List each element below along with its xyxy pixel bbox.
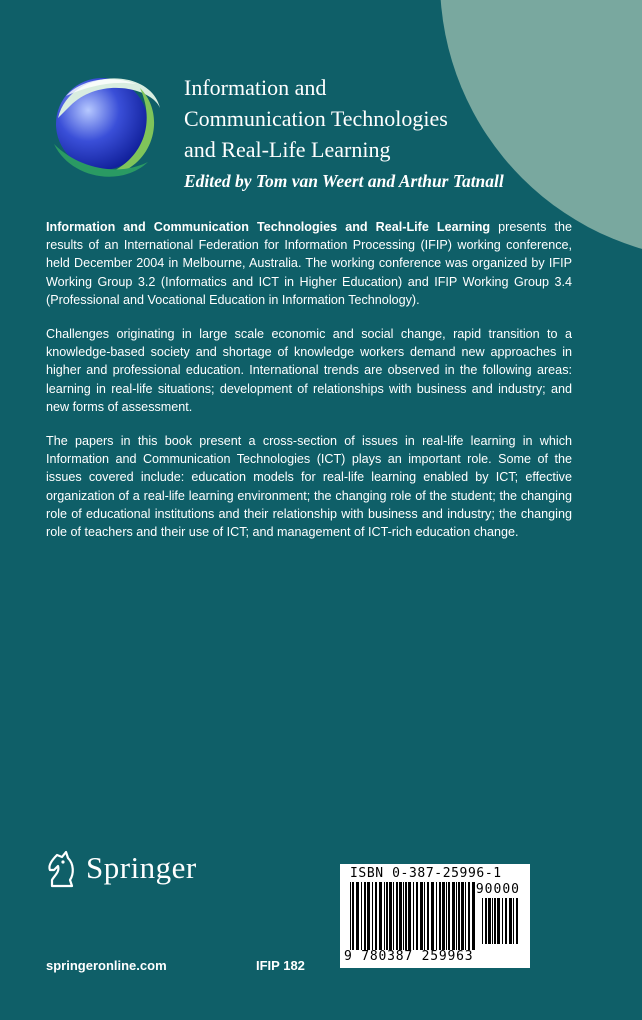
barcode-bar bbox=[497, 898, 500, 944]
barcode-bar bbox=[465, 882, 466, 950]
barcode-bar bbox=[509, 898, 512, 944]
title-line-3: and Real-Life Learning bbox=[184, 137, 391, 162]
publisher-website: springeronline.com bbox=[46, 958, 167, 973]
barcode-bar bbox=[448, 882, 450, 950]
barcode-bar bbox=[436, 882, 437, 950]
barcode-bar bbox=[468, 882, 470, 950]
barcode-bar bbox=[458, 882, 460, 950]
barcode-bar bbox=[472, 882, 475, 950]
title-line-1: Information and bbox=[184, 75, 327, 100]
title-block bbox=[184, 72, 624, 192]
barcode-bar bbox=[485, 898, 487, 944]
barcode-bar bbox=[413, 882, 414, 950]
barcode-bar bbox=[424, 882, 425, 950]
barcode-bar bbox=[408, 882, 411, 950]
barcode-bar bbox=[386, 882, 388, 950]
barcode-bar bbox=[399, 882, 402, 950]
barcode-bar bbox=[446, 882, 447, 950]
barcode-bar bbox=[396, 882, 398, 950]
isbn-barcode bbox=[340, 864, 530, 968]
barcode-bar bbox=[420, 882, 423, 950]
barcode-bar bbox=[427, 882, 429, 950]
barcode-bar bbox=[516, 898, 518, 944]
barcode-bar bbox=[367, 882, 370, 950]
barcode-bar bbox=[452, 882, 455, 950]
barcode-bar bbox=[389, 882, 392, 950]
description-paragraph-2: Challenges originating in large scale economic and social change, rapid transition to a knowledge-based society and shortage of knowledge workers demand new approaches in higher and professional education. International trends are observed in the following areas: learning in real-life situations; development of relationships with business and industry; and new forms of assessment. bbox=[46, 327, 572, 414]
barcode-bar bbox=[416, 882, 418, 950]
title-line-2: Communication Technologies bbox=[184, 106, 448, 131]
barcode-bar bbox=[350, 882, 351, 950]
barcode-bar bbox=[352, 882, 354, 950]
barcode-bar bbox=[403, 882, 404, 950]
book-title-bold: Information and Communication Technologies and Real-Life Learning bbox=[46, 220, 491, 234]
barcode-bar bbox=[513, 898, 514, 944]
description bbox=[46, 218, 572, 557]
barcode-bar bbox=[356, 882, 359, 950]
barcode-bar bbox=[379, 882, 382, 950]
barcode-bar bbox=[361, 882, 362, 950]
editors-line: Edited by Tom van Weert and Arthur Tatnall bbox=[184, 171, 504, 191]
barcode-addon-number: 90000 bbox=[475, 882, 520, 897]
barcode-bars bbox=[350, 882, 476, 950]
barcode-bar bbox=[456, 882, 457, 950]
barcode-bar bbox=[384, 882, 385, 950]
barcode-addon-bars bbox=[482, 898, 522, 944]
description-paragraph-3: The papers in this book present a cross-section of issues in real-life learning in which Information and Communication Technologies (ICT) plays an important role. Some of the issues covered include: education models for real-life learning enabled by ICT; effective organization of a real-life learning environment; the changing role of the student; the changing role of educational institutions and their relationship with business and industry; the changing role of teachers and their use of ICT; and management of ICT-rich education change. bbox=[46, 434, 572, 540]
barcode-bar bbox=[492, 898, 493, 944]
barcode-bar bbox=[482, 898, 483, 944]
barcode-bar bbox=[502, 898, 503, 944]
barcode-bar bbox=[505, 898, 507, 944]
series-number: IFIP 182 bbox=[256, 958, 305, 973]
publisher-name: Springer bbox=[86, 850, 197, 885]
description-paragraph-1 bbox=[46, 218, 572, 309]
barcode-bar bbox=[442, 882, 445, 950]
barcode-bar bbox=[372, 882, 373, 950]
isbn-text: ISBN 0-387-25996-1 bbox=[350, 866, 502, 881]
barcode-bar bbox=[431, 882, 434, 950]
barcode-bar bbox=[494, 898, 496, 944]
barcode-digits: 9 780387 259963 bbox=[344, 949, 474, 964]
barcode-bar bbox=[405, 882, 407, 950]
barcode-bar bbox=[375, 882, 377, 950]
barcode-bar bbox=[488, 898, 491, 944]
barcode-bar bbox=[364, 882, 366, 950]
knight-logo-icon bbox=[44, 848, 80, 888]
publisher-logo bbox=[44, 848, 197, 888]
description-p1-rest: presents the results of an International Federation for Information Processing (IFIP) working conference, held December 2004 in Melbourne, Australia. The working conference was organized by IFIP Working Group 3.2 (Informatics and ICT in Higher Education) and IFIP Working Group 3.4 (Professional and Vocational Education in Information Technology). bbox=[46, 220, 572, 307]
barcode-bar bbox=[393, 882, 394, 950]
globe-logo-icon bbox=[40, 58, 172, 190]
barcode-bar bbox=[461, 882, 464, 950]
barcode-bar bbox=[439, 882, 441, 950]
